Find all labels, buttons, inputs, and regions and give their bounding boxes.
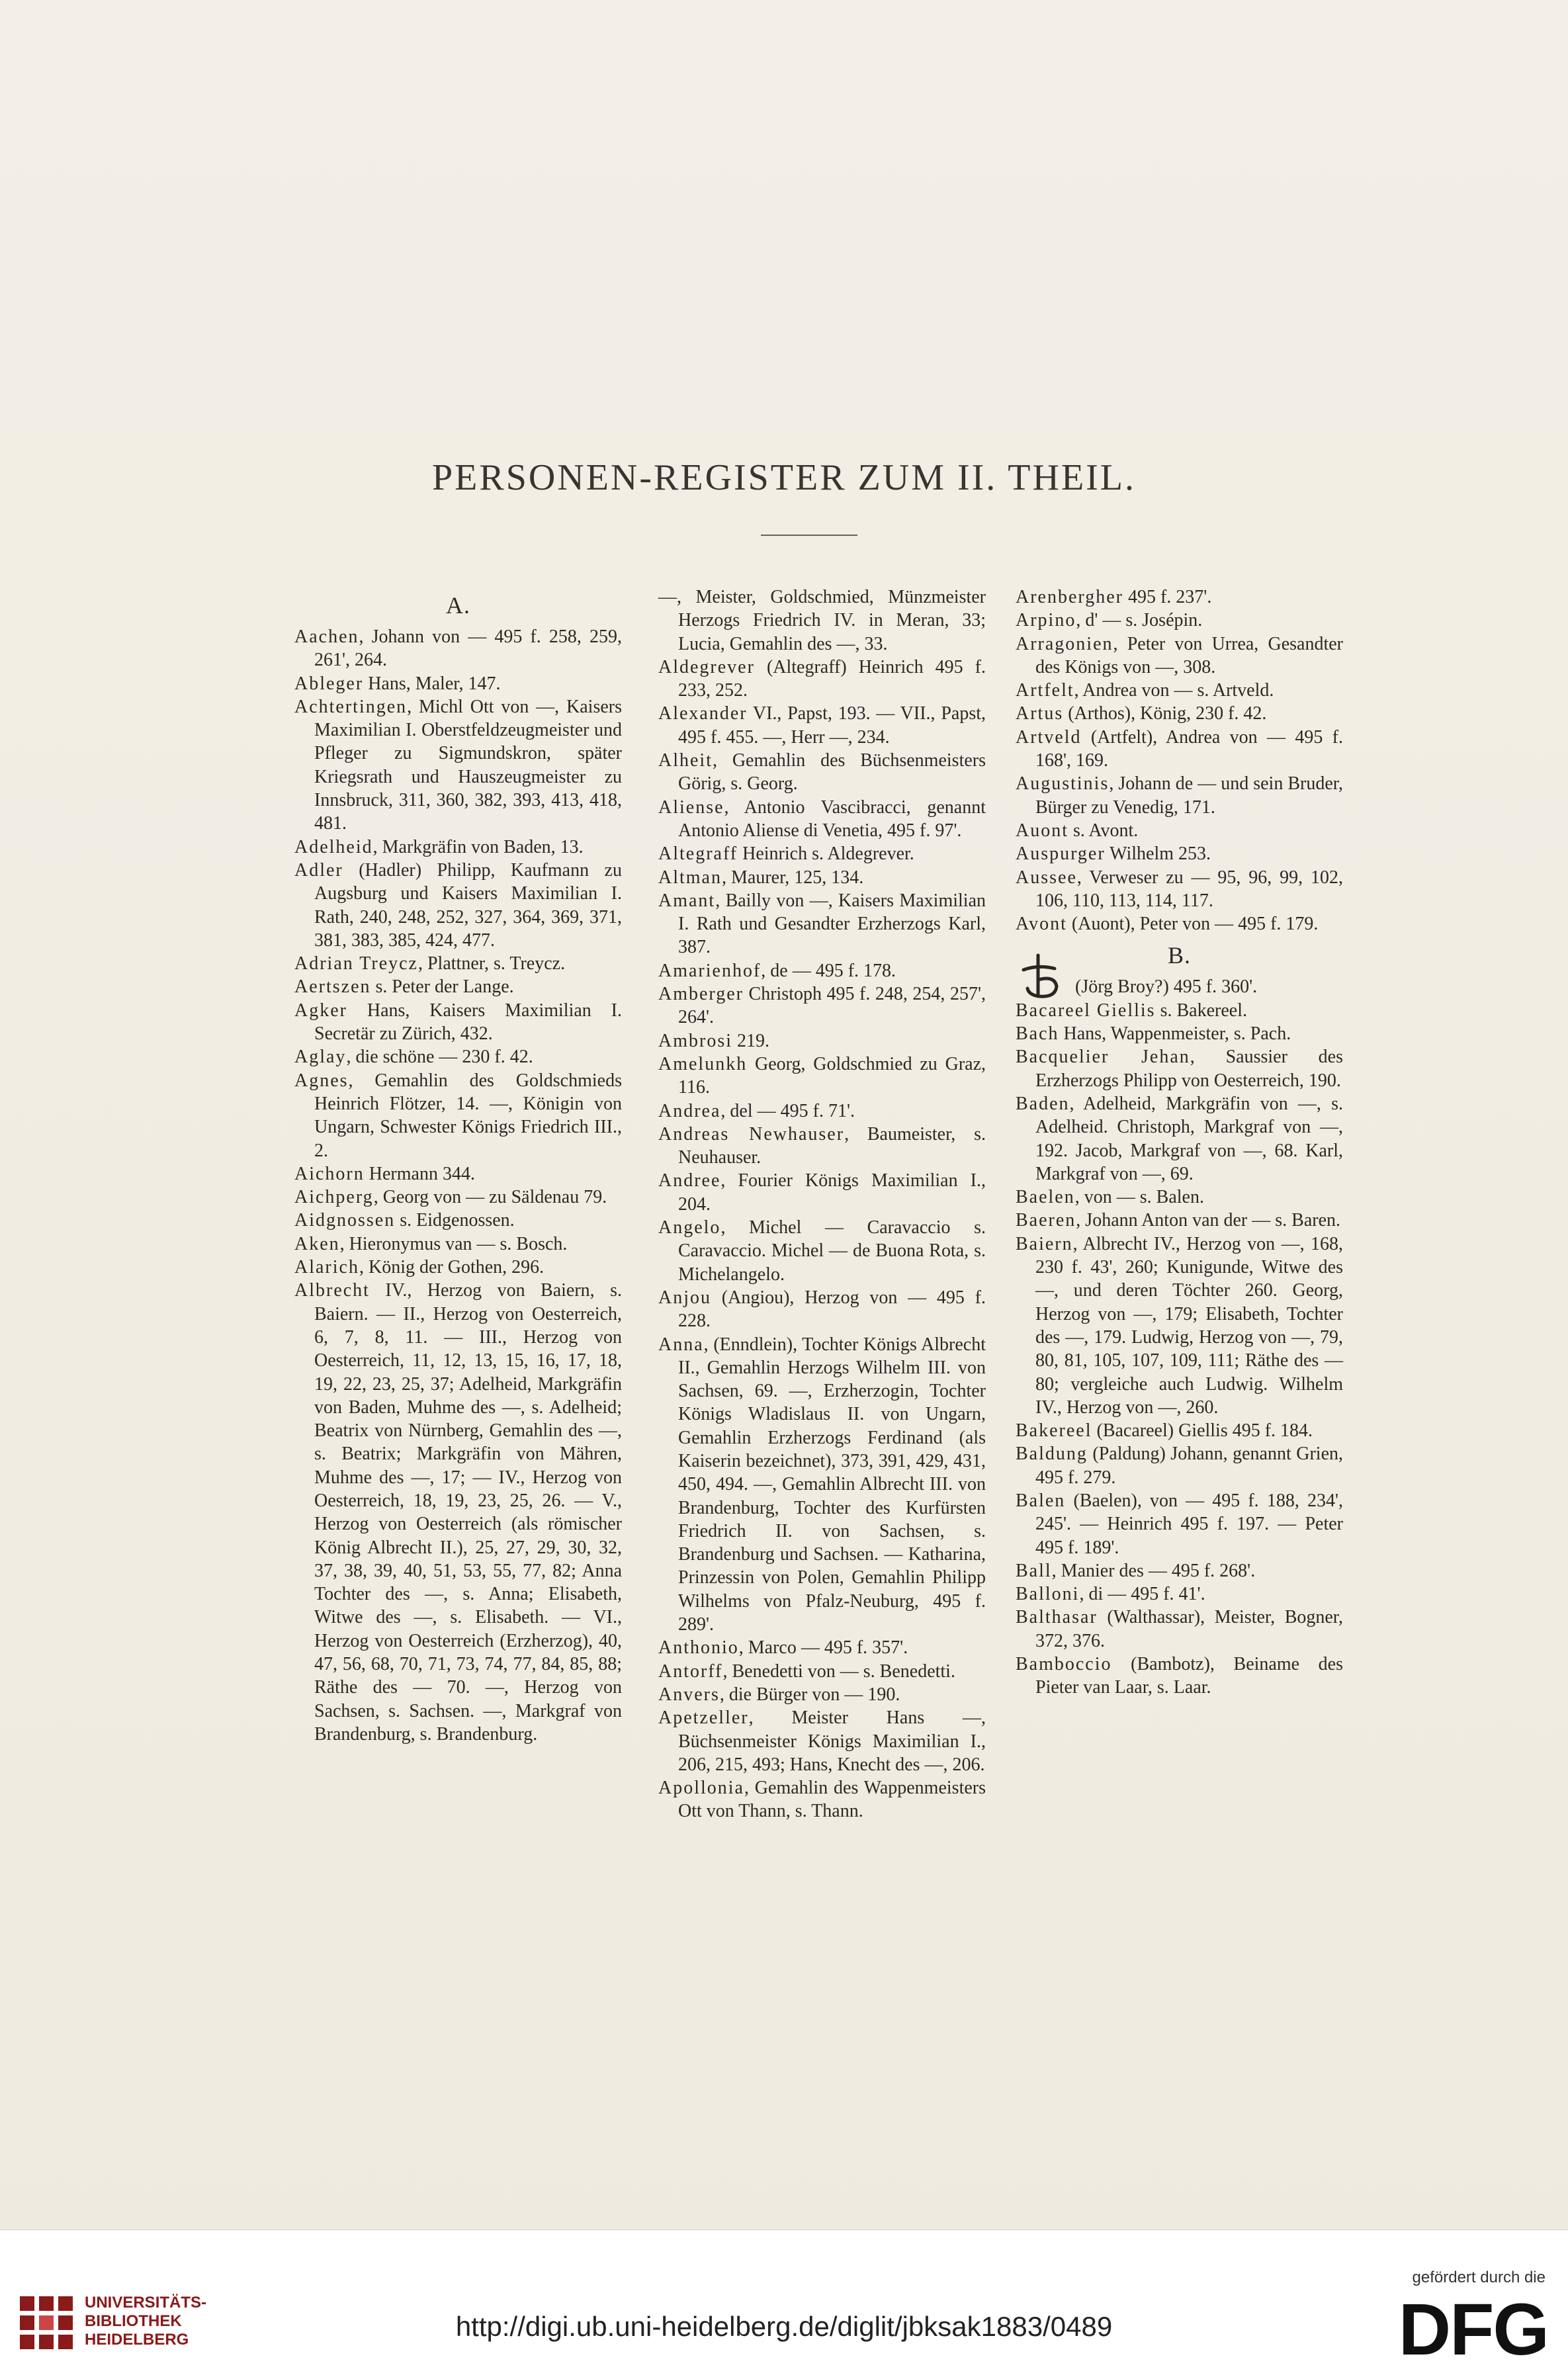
entry-name: Amelunkh [658, 1053, 748, 1074]
index-entry [294, 1209, 622, 1232]
index-entry [294, 1279, 622, 1746]
entry-text: , Markgräfin von Baden, 13. [372, 836, 584, 857]
index-entry [1016, 1092, 1343, 1186]
entry-text: , Benedetti von — s. Benedetti. [722, 1661, 955, 1682]
entry-name: Artveld [1016, 726, 1082, 748]
entry-text: , Baumeister, s. Neuhauser. [678, 1123, 986, 1168]
index-entry [658, 1776, 986, 1823]
entry-name: Adrian Treycz [294, 953, 418, 974]
entry-text: Heinrich s. Aldegrever. [738, 843, 914, 865]
entry-text: Hans, Maler, 147. [363, 673, 501, 694]
entry-name: Aussee [1016, 867, 1077, 888]
entry-name: Aldegrever [658, 656, 755, 677]
entry-text: , Marco — 495 f. 357'. [738, 1637, 908, 1659]
entry-text: , Manier des — 495 f. 268'. [1051, 1560, 1256, 1581]
index-entry [658, 1216, 986, 1286]
entry-text: , Meister Hans —, Büchsenmeister Königs Maximilian I., 206, 215, 493; Hans, Knecht des —, 206. [678, 1707, 986, 1775]
index-entry [1016, 1209, 1343, 1232]
index-entry [658, 1169, 986, 1216]
index-column-1 [294, 585, 622, 1746]
entry-text: , (Enndlein), Tochter Königs Albrecht II., Gemahlin Herzogs Wilhelm III. von Sachsen, 69. —, Erzherzogin, Tochter Königs Wladislaus II. von Ungarn, Gemahlin Erzherzogs Ferdinand (als Kaiserin bezeichnet), 373, 391, 429, 431, 450, 494. —, Gemahlin Albrecht III. von Brandenburg, Tochter des Kurfürsten Friedrich II. von Sachsen, s. Brandenburg und Sachsen. — Katharina, Prinzessin von Polen, Gemahlin Philipp Wilhelms von Pfalz-Neuburg, 495 f. 289'. [678, 1334, 986, 1635]
index-entry [294, 672, 622, 695]
entry-text: , Michel — Caravaccio s. Caravaccio. Michel — de Buona Rota, s. Michelangelo. [678, 1217, 986, 1285]
entry-text: , von — s. Balen. [1074, 1187, 1204, 1208]
entry-name: Alarich [294, 1257, 359, 1278]
footer-bar [0, 2229, 1568, 2377]
index-entry [294, 952, 622, 975]
entry-name: Achtertingen [294, 696, 408, 717]
entry-name: Amarienhof [658, 960, 762, 981]
entry-text: , Johann de — und sein Bruder, Bürger zu Venedig, 171. [1035, 773, 1343, 818]
entry-text: 219. [732, 1030, 769, 1051]
index-entry [1016, 819, 1343, 842]
entry-text: (Paldung) Johann, genannt Grien, 495 f. 279. [1035, 1444, 1343, 1488]
entry-text: , de — 495 f. 178. [761, 960, 896, 981]
entry-text: , del — 495 f. 71'. [720, 1100, 855, 1121]
sponsor-text: gefördert durch die [1412, 2269, 1546, 2286]
entry-name: Aken [294, 1233, 340, 1254]
entry-name: Bach [1016, 1023, 1059, 1045]
library-line-3: HEIDELBERG [85, 2331, 189, 2349]
entry-text: , Georg von — zu Säldenau 79. [373, 1187, 607, 1208]
entry-text: , Peter von Urrea, Gesandter des Königs von —, 308. [1035, 633, 1343, 677]
index-entry [658, 1100, 986, 1123]
entry-name: Ambrosi [658, 1030, 732, 1051]
entry-name: Aachen [294, 627, 359, 647]
entry-text: , die schöne — 230 f. 42. [346, 1047, 533, 1068]
entry-name: Anvers [658, 1684, 720, 1705]
index-entry [1016, 1489, 1343, 1559]
index-entry [294, 836, 622, 859]
index-entry [294, 1232, 622, 1256]
entry-name: Aichorn [294, 1163, 365, 1184]
entry-text: Hans, Kaisers Maximilian I. Secretär zu Zürich, 432. [314, 1000, 622, 1045]
entry-name: Bakereel [1016, 1420, 1092, 1442]
index-entry [1016, 1442, 1343, 1489]
index-entry [658, 796, 986, 843]
index-entry [658, 842, 986, 865]
entry-text: , Bailly von —, Kaisers Maximilian I. Rath und Gesandter Erzherzogs Karl, 387. [678, 890, 986, 958]
index-entry [658, 1636, 986, 1659]
entry-text: , König der Gothen, 296. [359, 1257, 544, 1278]
entry-text: Wilhelm 253. [1105, 843, 1211, 865]
permalink-url[interactable]: http://digi.ub.uni-heidelberg.de/diglit/jbksak1883/0489 [455, 2311, 1113, 2342]
index-entry [1016, 999, 1343, 1022]
entry-name: Albrecht [294, 1280, 370, 1301]
index-entry [294, 1186, 622, 1209]
entry-name: Ableger [294, 673, 364, 694]
entry-text: s. Eidgenossen. [395, 1210, 515, 1231]
entry-name: Altegraff [658, 843, 738, 865]
entry-name: Antorff [658, 1661, 723, 1682]
entry-name: Alheit [658, 750, 713, 771]
entry-name: Angelo [658, 1217, 721, 1238]
entry-text: 495 f. 237'. [1123, 587, 1212, 607]
entry-text: , Gemahlin des Goldschmieds Heinrich Flötzer, 14. —, Königin von Ungarn, Schwester Königs Friedrich III., 2. [314, 1070, 622, 1161]
index-entry [1016, 585, 1343, 609]
entry-name: Apetzeller [658, 1707, 749, 1729]
index-entry [658, 1706, 986, 1776]
index-entry [658, 1683, 986, 1706]
entry-name: Andrea [658, 1100, 721, 1121]
entry-name: Aglay [294, 1047, 347, 1068]
entry-name: Arpino [1016, 610, 1076, 631]
entry-name: Baelen [1016, 1187, 1075, 1208]
index-entry [1016, 1653, 1343, 1700]
entry-text: , d' — s. Josépin. [1076, 610, 1203, 631]
index-entry [1016, 1186, 1343, 1209]
index-entry [1016, 609, 1343, 632]
entry-text: (Hadler) Philipp, Kaufmann zu Augsburg und Kaisers Maximilian I. Rath, 240, 248, 252, 327, 364, 369, 371, 381, 383, 385, 424, 477. [314, 859, 622, 951]
entry-name: Avont [1016, 914, 1067, 935]
page-title: PERSONEN-REGISTER ZUM II. THEIL. [431, 457, 1137, 498]
index-entry [1016, 842, 1343, 865]
index-entry [658, 1053, 986, 1100]
entry-name: Altman [658, 867, 722, 888]
entry-name: Arragonien [1016, 633, 1113, 654]
index-column-2 [658, 585, 986, 1823]
entry-text: , Antonio Vascibracci, genannt Antonio Aliense di Venetia, 495 f. 97'. [678, 797, 986, 841]
index-entry [294, 999, 622, 1046]
index-entry [1016, 1232, 1343, 1419]
entry-text: , Albrecht IV., Herzog von —, 168, 230 f. 43', 260; Kunigunde, Witwe des —, und deren Töchter 260. Georg, Herzog von —, 179; Elisabeth, Tochter des —, 179. Ludwig, Herzog von —, 79, 80, 81, 105, 107, 109, 111; Räthe des — 80; vergleiche auch Ludwig. Wilhelm IV., Herzog von —, 260. [1035, 1233, 1343, 1418]
entry-text: (Auont), Peter von — 495 f. 179. [1067, 914, 1319, 935]
entry-name: Anjou [658, 1287, 711, 1308]
entry-name: Baden [1016, 1093, 1070, 1114]
entry-name: Alexander [658, 703, 748, 724]
index-entry [1016, 912, 1343, 935]
index-entry [658, 702, 986, 749]
index-entry [294, 695, 622, 836]
entry-text: , Fourier Königs Maximilian I., 204. [678, 1170, 986, 1215]
entry-text: , Adelheid, Markgräfin von —, s. Adelheid. Christoph, Markgraf von —, 192. Jacob, Markgraf von —, 68. Karl, Markgraf von —, 69. [1035, 1093, 1343, 1184]
index-entry [1016, 772, 1343, 819]
index-entry [658, 1286, 986, 1333]
entry-name: Aertszen [294, 976, 371, 998]
entry-text: , Plattner, s. Treycz. [417, 953, 566, 974]
entry-name: Andree [658, 1170, 721, 1191]
index-entry [1016, 679, 1343, 702]
entry-name: Aichperg [294, 1187, 374, 1208]
entry-name: Anna [658, 1334, 704, 1355]
entry-text: Hans, Wappenmeister, s. Pach. [1059, 1023, 1291, 1045]
entry-text: IV., Herzog von Baiern, s. Baiern. — II., Herzog von Oesterreich, 6, 7, 8, 11. — III., Herzog von Oesterreich, 11, 12, 13, 15, 16, 17, 18, 19, 22, 23, 25, 37; Adelheid, Markgräfin von Baden, Muhme des —, s. Adelheid; Beatrix von Nürnberg, Gemahlin des —, s. Beatrix; Markgräfin von Mähren, Muhme des —, 17; — IV., Herzog von Oesterreich, 18, 19, 23, 25, 26. — V., Herzog von Oesterreich (als römischer König Albrecht II.), 25, 27, 29, 30, 32, 37, 38, 39, 40, 51, 53, 55, 77, 82; Anna Tochter des —, s. Anna; Elisabeth, Witwe des —, s. Elisabeth. — VI., Herzog von Oesterreich (Erzherzog), 40, 47, 56, 68, 70, 71, 73, 74, 77, 84, 85, 88; Räthe des — 70. —, Herzog von Sachsen, s. Sachsen. —, Markgraf von Brandenburg, s. Brandenburg. [314, 1280, 622, 1745]
entry-name: Adelheid [294, 836, 373, 857]
entry-name: Artus [1016, 703, 1064, 724]
entry-name: Bacareel Giellis [1016, 1000, 1156, 1021]
entry-text: s. Avont. [1068, 820, 1139, 841]
index-entry [658, 959, 986, 982]
entry-name: Balen [1016, 1490, 1066, 1511]
index-entry [658, 982, 986, 1029]
entry-name: Ball [1016, 1560, 1052, 1581]
entry-text: , Michl Ott von —, Kaisers Maximilian I. Oberstfeldzeugmeister und Pfleger zu Sigmundskron, später Kriegsrath und Hauszeugmeister zu Innsbruck, 311, 360, 382, 393, 413, 418, 481. [314, 696, 622, 834]
entry-name: Aliense [658, 797, 724, 818]
index-entry [1016, 1419, 1343, 1442]
section-letter: A. [446, 592, 470, 619]
index-entry [294, 1162, 622, 1186]
entry-name: Augustinis [1016, 773, 1110, 795]
entry-name: Andreas Newhauser [658, 1123, 845, 1145]
entry-text: (Angiou), Herzog von — 495 f. 228. [678, 1287, 986, 1332]
entry-text: (Altegraff) Heinrich 495 f. 233, 252. [678, 656, 986, 701]
entry-text: s. Bakereel. [1155, 1000, 1247, 1021]
entry-name: Amberger [658, 984, 744, 1005]
index-entry [658, 1029, 986, 1053]
entry-text: (Artfelt), Andrea von — 495 f. 168', 169. [1035, 726, 1343, 771]
index-entry [658, 1123, 986, 1170]
index-entry [1016, 1045, 1343, 1092]
entry-text: , Gemahlin des Büchsenmeisters Görig, s. Georg. [678, 750, 986, 795]
entry-name: Amant [658, 890, 716, 911]
monogram-signature-icon [1018, 950, 1065, 1003]
index-entry [294, 1256, 622, 1279]
index-entry [658, 1660, 986, 1683]
entry-text: , Johann Anton van der — s. Baren. [1076, 1210, 1341, 1231]
entry-text: (Baelen), von — 495 f. 188, 234', 245'. — Heinrich 495 f. 197. — Peter 495 f. 189'. [1035, 1490, 1343, 1558]
index-entry [294, 1045, 622, 1068]
entry-name: Baiern [1016, 1233, 1073, 1254]
index-entry [294, 975, 622, 998]
entry-name: Adler [294, 859, 343, 881]
index-entry [658, 585, 986, 656]
index-entry [294, 1069, 622, 1162]
entry-name: Auspurger [1016, 843, 1106, 865]
entry-name: Bamboccio [1016, 1654, 1112, 1675]
entry-text: —, Meister, Goldschmied, Münzmeister Herzogs Friedrich IV. in Meran, 33; Lucia, Gemahlin des —, 33. [658, 587, 986, 654]
index-entry [1016, 726, 1343, 773]
entry-text: s. Peter der Lange. [370, 976, 514, 998]
index-entry [658, 656, 986, 703]
entry-text: (Walthassar), Meister, Bogner, 372, 376. [1035, 1607, 1343, 1651]
entry-text: , Maurer, 125, 134. [722, 867, 864, 888]
title-divider [761, 535, 857, 536]
index-entry [1016, 1606, 1343, 1653]
entry-name: Artfelt [1016, 680, 1074, 701]
entry-text: , di — 495 f. 41'. [1079, 1584, 1205, 1605]
entry-name: Agnes [294, 1070, 349, 1091]
entry-text: (Jörg Broy?) 495 f. 360'. [1075, 976, 1258, 998]
entry-text: , Hieronymus van — s. Bosch. [339, 1233, 568, 1254]
entry-name: Baldung [1016, 1444, 1088, 1465]
entry-name: Apollonia [658, 1778, 744, 1799]
section-letter: B. [1167, 942, 1191, 969]
entry-name: Arenbergher [1016, 587, 1123, 607]
index-entry [658, 866, 986, 889]
library-line-2: BIBLIOTHEK [85, 2312, 182, 2330]
index-entry [1016, 866, 1343, 913]
entry-name: Aidgnossen [294, 1210, 396, 1231]
entry-name: Agker [294, 1000, 347, 1021]
entry-text: , Andrea von — s. Artveld. [1074, 680, 1274, 701]
entry-name: Baeren [1016, 1210, 1076, 1231]
entry-text: , Gemahlin des Wappenmeisters Ott von Thann, s. Thann. [678, 1778, 986, 1822]
entry-text: , Saussier des Erzherzogs Philipp von Oesterreich, 190. [1035, 1047, 1343, 1091]
index-entry [658, 749, 986, 796]
index-entry [658, 889, 986, 959]
index-entry [294, 859, 622, 952]
entry-name: Bacquelier Jehan [1016, 1047, 1190, 1068]
entry-text: , die Bürger von — 190. [719, 1684, 900, 1705]
index-column-3 [1016, 585, 1343, 1700]
dfg-logo: DFG [1398, 2289, 1548, 2370]
entry-name: Balloni [1016, 1584, 1080, 1605]
entry-name: Anthonio [658, 1637, 739, 1659]
entry-name: Auont [1016, 820, 1068, 841]
entry-text: (Bambotz), Beiname des Pieter van Laar, s. Laar. [1035, 1654, 1343, 1698]
entry-text: Georg, Goldschmied zu Graz, 116. [678, 1053, 986, 1098]
entry-text: , Johann von — 495 f. 258, 259, 261', 264. [314, 627, 622, 671]
index-entry [1016, 1559, 1343, 1582]
index-entry [1016, 702, 1343, 725]
index-entry [1016, 1022, 1343, 1045]
entry-text: (Bacareel) Giellis 495 f. 184. [1092, 1420, 1313, 1442]
index-entry [658, 1333, 986, 1637]
entry-text: VI., Papst, 193. — VII., Papst, 495 f. 455. —, Herr —, 234. [678, 703, 986, 748]
index-entry [1016, 632, 1343, 679]
library-line-1: UNIVERSITÄTS- [85, 2294, 207, 2312]
entry-text: Hermann 344. [364, 1163, 475, 1184]
entry-text: , Verweser zu — 95, 96, 99, 102, 106, 110, 113, 114, 117. [1035, 867, 1343, 911]
index-entry [1016, 975, 1343, 998]
entry-text: Christoph 495 f. 248, 254, 257', 264'. [678, 984, 986, 1028]
index-entry [1016, 1582, 1343, 1606]
entry-name: Balthasar [1016, 1607, 1098, 1628]
entry-text: (Arthos), König, 230 f. 42. [1063, 703, 1267, 724]
index-entry [294, 625, 622, 672]
